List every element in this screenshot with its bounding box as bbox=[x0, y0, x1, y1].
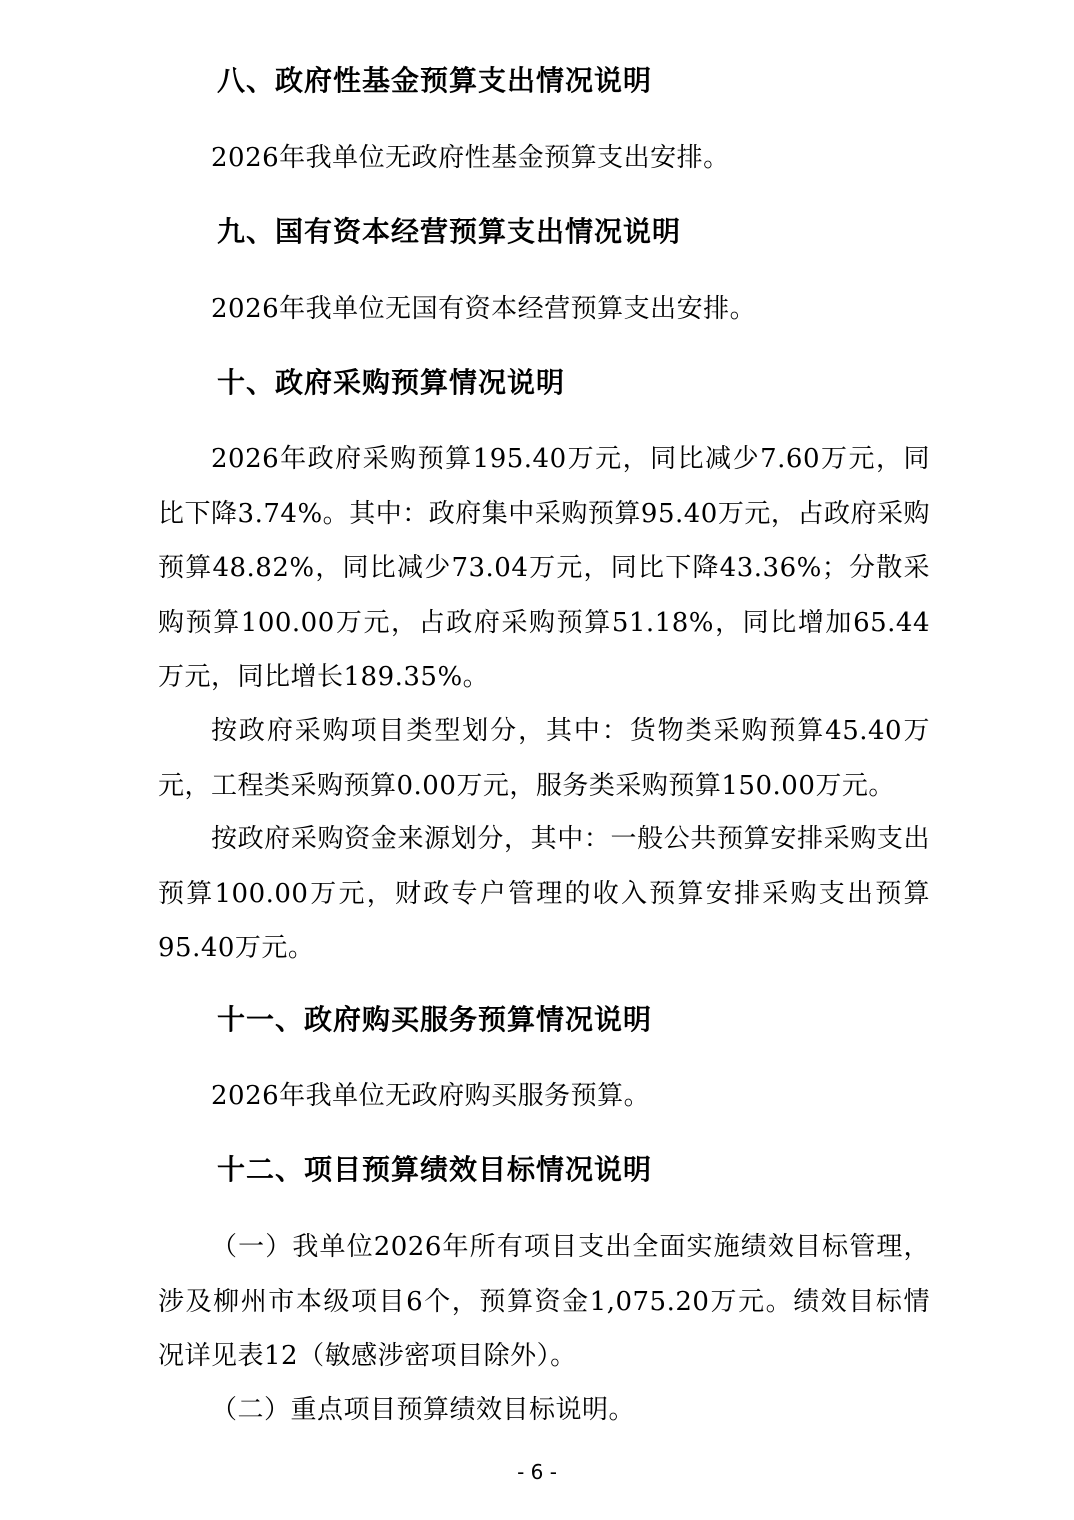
paragraph-procurement-by-source: 按政府采购资金来源划分，其中：一般公共预算安排采购支出预算100.00万元，财政专户管理的收入预算安排采购支出预算95.40万元。 bbox=[158, 824, 930, 963]
paragraph-procurement-summary: 2026年政府采购预算195.40万元，同比减少7.60万元，同比下降3.74%。其中：政府集中采购预算95.40万元，占政府采购预算48.82%，同比减少73.04万元，同比下降43.36%；分散采购预算100.00万元，占政府采购预算51.18%，同比增加65.44万元，同比增长189.35%。 bbox=[158, 444, 930, 692]
paragraph-procurement-by-type: 按政府采购项目类型划分，其中：货物类采购预算45.40万元，工程类采购预算0.00万元，服务类采购预算150.00万元。 bbox=[158, 716, 930, 801]
section-heading-purchase-services: 十一、政府购买服务预算情况说明 bbox=[217, 1003, 653, 1036]
paragraph-government-fund: 2026年我单位无政府性基金预算支出安排。 bbox=[211, 143, 730, 173]
paragraph-performance-overview: （一）我单位2026年所有项目支出全面实施绩效目标管理，涉及柳州市本级项目6个，预算资金1,075.20万元。绩效目标情况详见表12（敏感涉密项目除外）。 bbox=[158, 1232, 930, 1371]
paragraph-state-capital: 2026年我单位无国有资本经营预算支出安排。 bbox=[211, 294, 757, 324]
section-heading-government-fund: 八、政府性基金预算支出情况说明 bbox=[217, 64, 653, 97]
section-heading-government-procurement: 十、政府采购预算情况说明 bbox=[217, 366, 566, 399]
page-number: - 6 - bbox=[517, 1460, 557, 1484]
paragraph-key-project-targets: （二）重点项目预算绩效目标说明。 bbox=[211, 1395, 636, 1425]
section-heading-performance-targets: 十二、项目预算绩效目标情况说明 bbox=[217, 1153, 653, 1186]
paragraph-purchase-services: 2026年我单位无政府购买服务预算。 bbox=[211, 1081, 651, 1111]
section-heading-state-capital: 九、国有资本经营预算支出情况说明 bbox=[217, 215, 682, 248]
